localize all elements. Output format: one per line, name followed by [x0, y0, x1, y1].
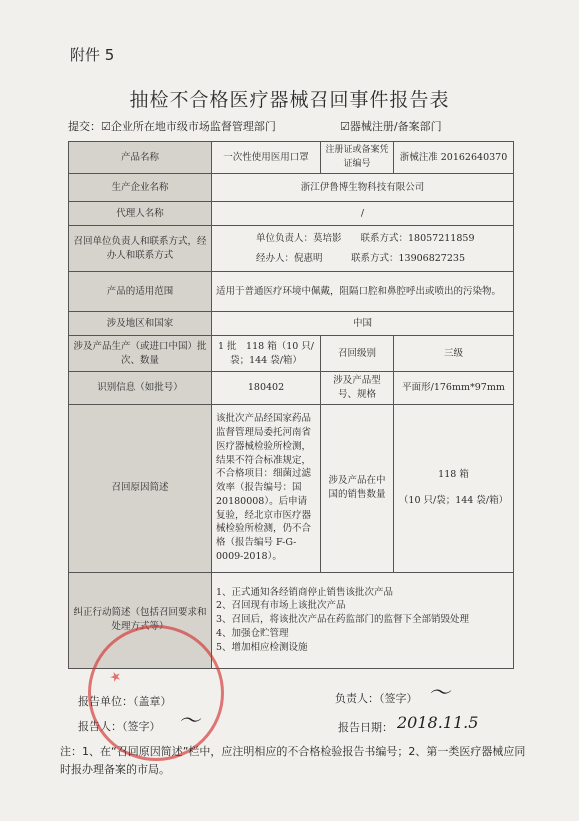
report-date-label: 报告日期： — [338, 721, 393, 734]
contact-line-leader: 单位负责人：莫培影 联系方式：18057211859 — [256, 232, 475, 244]
report-unit-label: 报告单位：（盖章） — [78, 695, 172, 708]
action-item: 4、加强仓贮管理 — [216, 627, 289, 639]
scope-label: 产品的适用范围 — [69, 272, 212, 312]
footnote: 注：1、在“召回原因简述”栏中，应注明相应的不合格检验报告书编号；2、第一类医疗器械应同时报办理备案的市局。 — [60, 745, 526, 776]
batch-value: 1 批 118 箱（10 只/袋；144 袋/箱） — [212, 336, 321, 372]
model-label: 涉及产品型号、规格 — [321, 372, 394, 405]
sales-qty-label: 涉及产品在中国的销售数量 — [321, 404, 394, 572]
action-item: 2、召回现有市场上该批次产品 — [216, 600, 346, 612]
agent-value: / — [212, 202, 514, 226]
submit-to-left: 提交：☑企业所在地市级市场监督管理部门 — [68, 120, 276, 133]
identifier-value: 180402 — [212, 372, 321, 405]
region-value: 中国 — [212, 312, 514, 336]
submit-to-right: ☑器械注册/备案部门 — [340, 120, 442, 133]
contact-line-handler: 经办人：倪惠明 联系方式：13906827235 — [256, 252, 465, 264]
reporter-signature: ～ — [178, 709, 201, 734]
leader-signature-label: 负责人：（签字） — [335, 692, 418, 705]
report-date-value: 2018.11.5 — [397, 713, 479, 732]
manufacturer-value: 浙江伊鲁博生物科技有限公司 — [212, 174, 514, 202]
document-title: 抽检不合格医疗器械召回事件报告表 — [129, 89, 450, 111]
action-list — [212, 572, 514, 668]
seal-star-icon: ★ — [107, 668, 125, 687]
scope-value: 适用于普通医疗环境中佩戴，阻隔口腔和鼻腔呼出或喷出的污染物。 — [212, 272, 514, 312]
product-name-label: 产品名称 — [69, 142, 212, 174]
model-value: 平面形/176mm*97mm — [394, 372, 514, 405]
reason-label: 召回原因简述 — [69, 404, 212, 572]
contact-label: 召回单位负责人和联系方式，经办人和联系方式 — [69, 226, 212, 272]
reporter-label: 报告人：（签字） — [78, 720, 161, 733]
identifier-label: 识别信息（如批号） — [69, 372, 212, 405]
reason-value: 该批次产品经国家药品监督管理局委托河南省医疗器械检验所检测，结果不符合标准规定，不合格项目：细菌过滤效率（报告编号：国 20180008）。后申请复验，经北京市医疗器械检验所检测，仍不合格（报告编号 F-G-0009-2018）。 — [212, 404, 321, 572]
action-label: 纠正行动简述（包括召回要求和处理方式等） — [69, 572, 212, 668]
sales-qty-detail: （10 只/袋；144 袋/箱） — [398, 495, 509, 507]
agent-label: 代理人名称 — [69, 202, 212, 226]
recall-level-value: 三级 — [394, 336, 514, 372]
action-item: 3、召回后，将该批次产品在药监部门的监督下全部销毁处理 — [216, 614, 470, 626]
leader-signature: ～ — [428, 681, 451, 706]
action-item: 1、正式通知各经销商停止销售该批次产品 — [216, 586, 394, 598]
registration-value: 浙械注准 20162640370 — [394, 142, 514, 174]
product-name-value: 一次性使用医用口罩 — [212, 142, 321, 174]
contact-value — [212, 226, 514, 272]
batch-label: 涉及产品生产（或进口中国）批次、数量 — [69, 336, 212, 372]
sales-qty-boxes: 118 箱 — [438, 469, 469, 481]
sales-qty-value — [394, 404, 514, 572]
region-label: 涉及地区和国家 — [69, 312, 212, 336]
recall-report-table — [68, 141, 514, 669]
registration-label: 注册证或备案凭证编号 — [321, 142, 394, 174]
attachment-label: 附件 5 — [70, 46, 115, 64]
action-item: 5、增加相应检测设施 — [216, 641, 308, 653]
recall-level-label: 召回级别 — [321, 336, 394, 372]
manufacturer-label: 生产企业名称 — [69, 174, 212, 202]
